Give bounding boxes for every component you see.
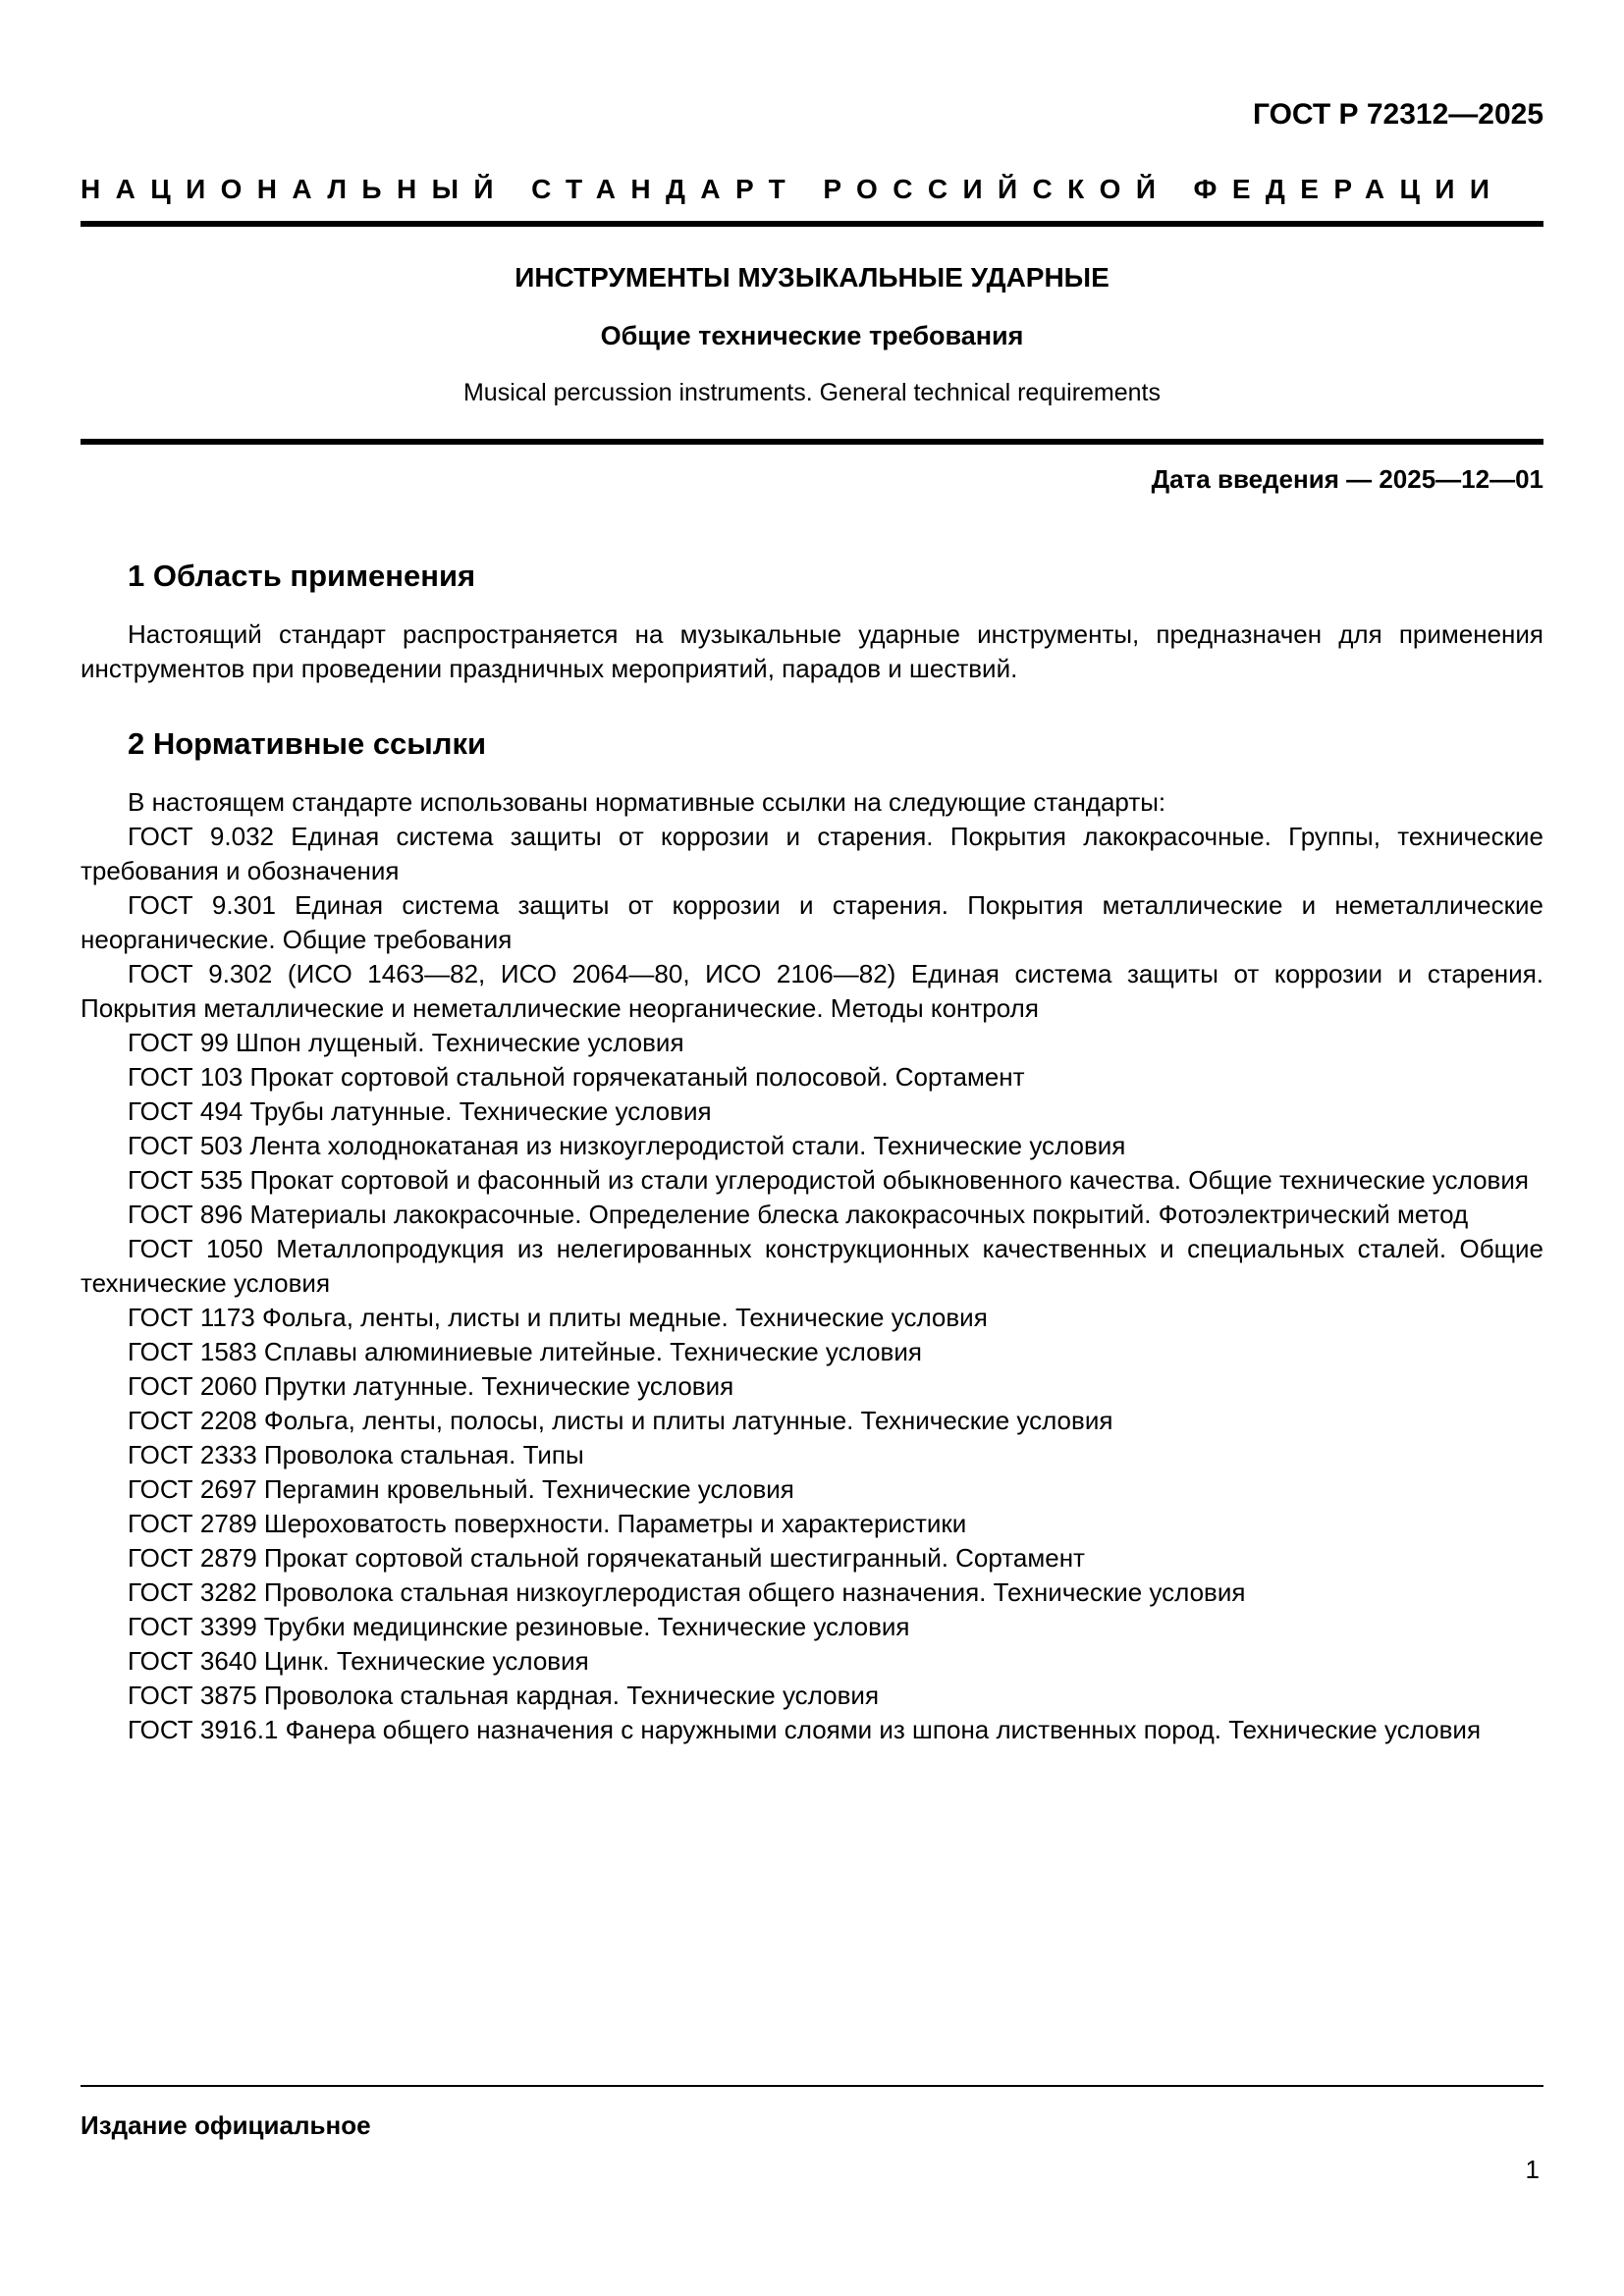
title-russian: ИНСТРУМЕНТЫ МУЗЫКАЛЬНЫЕ УДАРНЫЕ — [514, 262, 1110, 293]
paragraph: ГОСТ 494 Трубы латунные. Технические условия — [128, 1096, 712, 1127]
paragraph: ГОСТ 1050 Металлопродукция из нелегированных конструкционных качественных и специальных сталей. Общие технические условия — [81, 1234, 1543, 1299]
paragraph: ГОСТ 1173 Фольга, ленты, листы и плиты медные. Технические условия — [128, 1303, 988, 1333]
paragraph: ГОСТ 3875 Проволока стальная кардная. Технические условия — [128, 1681, 880, 1711]
paragraph: ГОСТ 2333 Проволока стальная. Типы — [128, 1440, 584, 1470]
divider-thick-bottom — [81, 439, 1543, 445]
paragraph: ГОСТ 99 Шпон лущеный. Технические условия — [128, 1028, 684, 1058]
paragraph: ГОСТ 3282 Проволока стальная низкоуглеродистая общего назначения. Технические условия — [128, 1577, 1246, 1608]
doc-number: ГОСТ Р 72312—2025 — [1252, 98, 1543, 131]
paragraph: ГОСТ 2879 Прокат сортовой стальной горячекатаный шестигранный. Сортамент — [128, 1543, 1085, 1574]
paragraph: ГОСТ 9.301 Единая система защиты от коррозии и старения. Покрытия металлические и неметаллические неорганические. Общие требования — [81, 890, 1543, 955]
paragraph: ГОСТ 9.032 Единая система защиты от коррозии и старения. Покрытия лакокрасочные. Группы, технические требования и обозначения — [81, 822, 1543, 886]
section-heading: 2 Нормативные ссылки — [128, 726, 487, 762]
divider-thick-top — [81, 221, 1543, 227]
paragraph: ГОСТ 2208 Фольга, ленты, полосы, листы и плиты латунные. Технические условия — [128, 1406, 1113, 1436]
paragraph: ГОСТ 103 Прокат сортовой стальной горячекатаный полосовой. Сортамент — [128, 1062, 1025, 1093]
paragraph: ГОСТ 1583 Сплавы алюминиевые литейные. Технические условия — [128, 1337, 922, 1367]
paragraph: ГОСТ 3916.1 Фанера общего назначения с наружными слоями из шпона лиственных пород. Технические условия — [128, 1715, 1482, 1745]
paragraph: ГОСТ 896 Материалы лакокрасочные. Определение блеска лакокрасочных покрытий. Фотоэлектрический метод — [128, 1200, 1469, 1230]
title-english: Musical percussion instruments. General technical requirements — [462, 379, 1162, 406]
paragraph: В настоящем стандарте использованы нормативные ссылки на следующие стандарты: — [128, 787, 1166, 818]
paragraph: Настоящий стандарт распространяется на музыкальные ударные инструменты, предназначен для применения инструментов при проведении праздничных мероприятий, парадов и шествий. — [81, 619, 1543, 684]
subtitle-russian: Общие технические требования — [600, 321, 1024, 350]
paragraph: ГОСТ 535 Прокат сортовой и фасонный из стали углеродистой обыкновенного качества. Общие технические условия — [128, 1165, 1529, 1196]
paragraph: ГОСТ 2789 Шероховатость поверхности. Параметры и характеристики — [128, 1509, 967, 1539]
page-number: 1 — [1525, 2155, 1540, 2184]
paragraph: ГОСТ 2697 Пергамин кровельный. Технические условия — [128, 1474, 794, 1505]
content — [81, 558, 1543, 1747]
paragraph: ГОСТ 3640 Цинк. Технические условия — [128, 1646, 589, 1677]
divider-thin-footer — [81, 2085, 1543, 2087]
paragraph: ГОСТ 3399 Трубки медицинские резиновые. Технические условия — [128, 1612, 910, 1642]
paragraph: ГОСТ 2060 Прутки латунные. Технические условия — [128, 1371, 734, 1402]
paragraph: ГОСТ 9.302 (ИСО 1463—82, ИСО 2064—80, ИСО 2106—82) Единая система защиты от коррозии и старения. Покрытия металлические и неметаллические неорганические. Методы контроля — [81, 959, 1543, 1024]
document-section — [81, 725, 1543, 1747]
page-footer — [81, 2085, 1543, 2185]
section-heading: 1 Область применения — [128, 559, 476, 593]
effective-date: Дата введения — 2025—12—01 — [1151, 464, 1543, 494]
document-section — [81, 558, 1543, 686]
edition-note: Издание официальное — [81, 2110, 371, 2140]
standard-kind-banner: НАЦИОНАЛЬНЫЙ СТАНДАРТ РОССИЙСКОЙ ФЕДЕРАЦИИ — [81, 174, 1505, 204]
paragraph: ГОСТ 503 Лента холоднокатаная из низкоуглеродистой стали. Технические условия — [128, 1131, 1126, 1161]
